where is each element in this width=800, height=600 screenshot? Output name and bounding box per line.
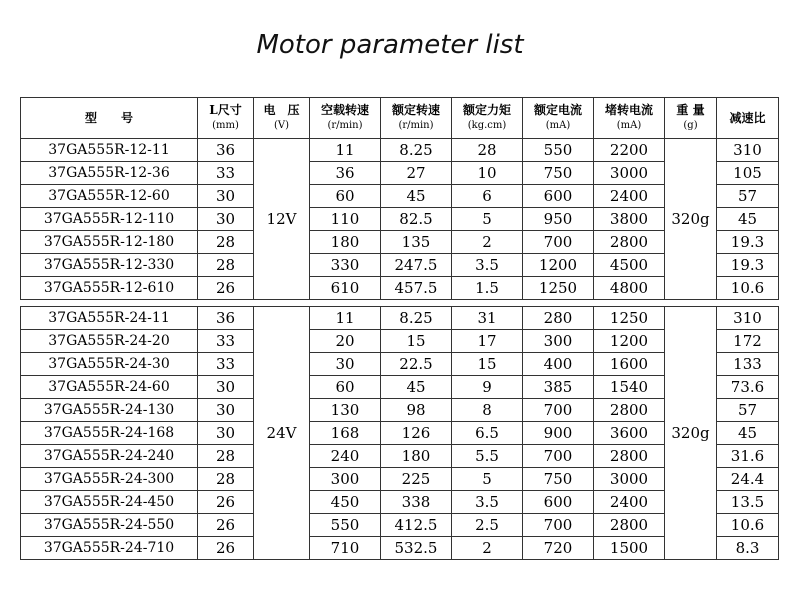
l-size-cell: 36 (198, 139, 254, 162)
reduction-ratio-cell: 13.5 (717, 491, 779, 514)
rated-speed-cell: 15 (381, 330, 452, 353)
rated-current-cell: 600 (523, 185, 594, 208)
column-header (523, 98, 594, 139)
rated-speed-cell: 45 (381, 376, 452, 399)
voltage-cell: 24V (254, 307, 310, 560)
stall-current-cell: 2400 (594, 491, 665, 514)
no-load-speed-cell: 11 (310, 307, 381, 330)
table-header (21, 98, 779, 139)
l-size-cell: 26 (198, 514, 254, 537)
no-load-speed-cell: 11 (310, 139, 381, 162)
table-row (21, 307, 779, 330)
column-header (594, 98, 665, 139)
reduction-ratio-cell: 172 (717, 330, 779, 353)
column-header (452, 98, 523, 139)
l-size-cell: 30 (198, 185, 254, 208)
rated-speed-cell: 338 (381, 491, 452, 514)
reduction-ratio-cell: 57 (717, 399, 779, 422)
column-header (254, 98, 310, 139)
model-cell: 37GA555R-12-180 (21, 231, 198, 254)
rated-current-cell: 300 (523, 330, 594, 353)
rated-speed-cell: 27 (381, 162, 452, 185)
l-size-cell: 33 (198, 330, 254, 353)
stall-current-cell: 1600 (594, 353, 665, 376)
model-cell: 37GA555R-24-240 (21, 445, 198, 468)
rated-torque-cell: 17 (452, 330, 523, 353)
model-cell: 37GA555R-24-710 (21, 537, 198, 560)
stall-current-cell: 2800 (594, 231, 665, 254)
reduction-ratio-cell: 19.3 (717, 254, 779, 277)
rated-current-cell: 550 (523, 139, 594, 162)
rated-torque-cell: 8 (452, 399, 523, 422)
reduction-ratio-cell: 45 (717, 422, 779, 445)
l-size-cell: 33 (198, 162, 254, 185)
rated-speed-cell: 8.25 (381, 307, 452, 330)
no-load-speed-cell: 240 (310, 445, 381, 468)
column-label: 额定力矩 (462, 103, 511, 117)
reduction-ratio-cell: 310 (717, 307, 779, 330)
rated-current-cell: 900 (523, 422, 594, 445)
stall-current-cell: 4500 (594, 254, 665, 277)
rated-current-cell: 750 (523, 468, 594, 491)
l-size-cell: 33 (198, 353, 254, 376)
rated-current-cell: 750 (523, 162, 594, 185)
model-cell: 37GA555R-24-168 (21, 422, 198, 445)
column-unit: (mA) (545, 120, 571, 131)
column-label: 堵转电流 (604, 103, 653, 117)
no-load-speed-cell: 20 (310, 330, 381, 353)
reduction-ratio-cell: 105 (717, 162, 779, 185)
model-cell: 37GA555R-24-300 (21, 468, 198, 491)
page-title: Motor parameter list (256, 30, 524, 60)
no-load-speed-cell: 330 (310, 254, 381, 277)
no-load-speed-cell: 450 (310, 491, 381, 514)
rated-torque-cell: 10 (452, 162, 523, 185)
stall-current-cell: 3000 (594, 468, 665, 491)
reduction-ratio-cell: 73.6 (717, 376, 779, 399)
column-label: 电 压 (263, 103, 300, 117)
model-cell: 37GA555R-24-550 (21, 514, 198, 537)
model-cell: 37GA555R-12-11 (21, 139, 198, 162)
no-load-speed-cell: 36 (310, 162, 381, 185)
motor-parameter-table (20, 97, 779, 560)
rated-speed-cell: 126 (381, 422, 452, 445)
reduction-ratio-cell: 10.6 (717, 514, 779, 537)
no-load-speed-cell: 30 (310, 353, 381, 376)
rated-torque-cell: 5 (452, 208, 523, 231)
reduction-ratio-cell: 45 (717, 208, 779, 231)
rated-torque-cell: 6.5 (452, 422, 523, 445)
l-size-cell: 26 (198, 277, 254, 300)
rated-speed-cell: 82.5 (381, 208, 452, 231)
rated-speed-cell: 180 (381, 445, 452, 468)
column-header (198, 98, 254, 139)
column-unit: (mm) (212, 120, 239, 131)
stall-current-cell: 2200 (594, 139, 665, 162)
stall-current-cell: 3000 (594, 162, 665, 185)
model-cell: 37GA555R-24-30 (21, 353, 198, 376)
separator-cell (21, 300, 779, 307)
rated-current-cell: 700 (523, 514, 594, 537)
rated-speed-cell: 412.5 (381, 514, 452, 537)
l-size-cell: 30 (198, 208, 254, 231)
reduction-ratio-cell: 19.3 (717, 231, 779, 254)
header-row (21, 98, 779, 139)
column-label: 额定电流 (533, 103, 582, 117)
no-load-speed-cell: 550 (310, 514, 381, 537)
rated-current-cell: 720 (523, 537, 594, 560)
rated-current-cell: 385 (523, 376, 594, 399)
rated-torque-cell: 5.5 (452, 445, 523, 468)
column-label: 额定转速 (391, 103, 440, 117)
stall-current-cell: 1540 (594, 376, 665, 399)
stall-current-cell: 1200 (594, 330, 665, 353)
rated-torque-cell: 3.5 (452, 491, 523, 514)
column-unit: (r/min) (398, 120, 434, 131)
rated-speed-cell: 457.5 (381, 277, 452, 300)
rated-current-cell: 600 (523, 491, 594, 514)
rated-current-cell: 280 (523, 307, 594, 330)
l-size-cell: 28 (198, 254, 254, 277)
l-size-cell: 28 (198, 445, 254, 468)
rated-torque-cell: 3.5 (452, 254, 523, 277)
no-load-speed-cell: 610 (310, 277, 381, 300)
no-load-speed-cell: 60 (310, 185, 381, 208)
no-load-speed-cell: 710 (310, 537, 381, 560)
stall-current-cell: 3800 (594, 208, 665, 231)
rated-torque-cell: 31 (452, 307, 523, 330)
rated-torque-cell: 2.5 (452, 514, 523, 537)
stall-current-cell: 2800 (594, 514, 665, 537)
model-cell: 37GA555R-24-450 (21, 491, 198, 514)
l-size-cell: 28 (198, 231, 254, 254)
rated-current-cell: 700 (523, 445, 594, 468)
stall-current-cell: 1250 (594, 307, 665, 330)
l-size-cell: 28 (198, 468, 254, 491)
stall-current-cell: 2400 (594, 185, 665, 208)
rated-speed-cell: 135 (381, 231, 452, 254)
reduction-ratio-cell: 24.4 (717, 468, 779, 491)
model-cell: 37GA555R-12-330 (21, 254, 198, 277)
rated-speed-cell: 247.5 (381, 254, 452, 277)
no-load-speed-cell: 130 (310, 399, 381, 422)
column-unit: (mA) (616, 120, 642, 131)
column-label: 减速比 (729, 110, 766, 125)
no-load-speed-cell: 168 (310, 422, 381, 445)
reduction-ratio-cell: 31.6 (717, 445, 779, 468)
rated-torque-cell: 5 (452, 468, 523, 491)
l-size-cell: 26 (198, 537, 254, 560)
no-load-speed-cell: 180 (310, 231, 381, 254)
rated-current-cell: 700 (523, 399, 594, 422)
column-unit: (g) (683, 120, 698, 131)
column-unit: (kg.cm) (467, 120, 507, 131)
table-body (21, 139, 779, 560)
column-label: 重 量 (676, 103, 705, 117)
model-cell: 37GA555R-12-110 (21, 208, 198, 231)
column-header (717, 98, 779, 139)
model-cell: 37GA555R-12-60 (21, 185, 198, 208)
model-cell: 37GA555R-24-11 (21, 307, 198, 330)
reduction-ratio-cell: 133 (717, 353, 779, 376)
column-label: 空载转速 (320, 103, 369, 117)
rated-torque-cell: 6 (452, 185, 523, 208)
column-header (665, 98, 717, 139)
reduction-ratio-cell: 10.6 (717, 277, 779, 300)
rated-speed-cell: 532.5 (381, 537, 452, 560)
stall-current-cell: 3600 (594, 422, 665, 445)
reduction-ratio-cell: 310 (717, 139, 779, 162)
column-label: 型 号 (84, 110, 133, 125)
column-unit: (V) (273, 120, 290, 131)
l-size-cell: 26 (198, 491, 254, 514)
rated-speed-cell: 8.25 (381, 139, 452, 162)
model-cell: 37GA555R-12-36 (21, 162, 198, 185)
rated-speed-cell: 45 (381, 185, 452, 208)
rated-torque-cell: 28 (452, 139, 523, 162)
rated-torque-cell: 2 (452, 231, 523, 254)
weight-cell: 320g (665, 139, 717, 300)
l-size-cell: 30 (198, 422, 254, 445)
model-cell: 37GA555R-12-610 (21, 277, 198, 300)
column-label: L尺寸 (209, 103, 242, 117)
reduction-ratio-cell: 8.3 (717, 537, 779, 560)
rated-speed-cell: 98 (381, 399, 452, 422)
rated-current-cell: 1250 (523, 277, 594, 300)
stall-current-cell: 1500 (594, 537, 665, 560)
rated-current-cell: 950 (523, 208, 594, 231)
reduction-ratio-cell: 57 (717, 185, 779, 208)
no-load-speed-cell: 60 (310, 376, 381, 399)
group-separator (21, 300, 779, 307)
no-load-speed-cell: 110 (310, 208, 381, 231)
no-load-speed-cell: 300 (310, 468, 381, 491)
rated-torque-cell: 9 (452, 376, 523, 399)
weight-cell: 320g (665, 307, 717, 560)
rated-current-cell: 400 (523, 353, 594, 376)
column-header (21, 98, 198, 139)
model-cell: 37GA555R-24-130 (21, 399, 198, 422)
stall-current-cell: 2800 (594, 399, 665, 422)
stall-current-cell: 2800 (594, 445, 665, 468)
rated-current-cell: 700 (523, 231, 594, 254)
l-size-cell: 30 (198, 376, 254, 399)
stall-current-cell: 4800 (594, 277, 665, 300)
model-cell: 37GA555R-24-60 (21, 376, 198, 399)
column-unit: (r/min) (327, 120, 363, 131)
model-cell: 37GA555R-24-20 (21, 330, 198, 353)
rated-torque-cell: 1.5 (452, 277, 523, 300)
rated-torque-cell: 15 (452, 353, 523, 376)
rated-speed-cell: 22.5 (381, 353, 452, 376)
l-size-cell: 36 (198, 307, 254, 330)
rated-speed-cell: 225 (381, 468, 452, 491)
column-header (310, 98, 381, 139)
rated-current-cell: 1200 (523, 254, 594, 277)
table-row (21, 139, 779, 162)
voltage-cell: 12V (254, 139, 310, 300)
l-size-cell: 30 (198, 399, 254, 422)
rated-torque-cell: 2 (452, 537, 523, 560)
column-header (381, 98, 452, 139)
